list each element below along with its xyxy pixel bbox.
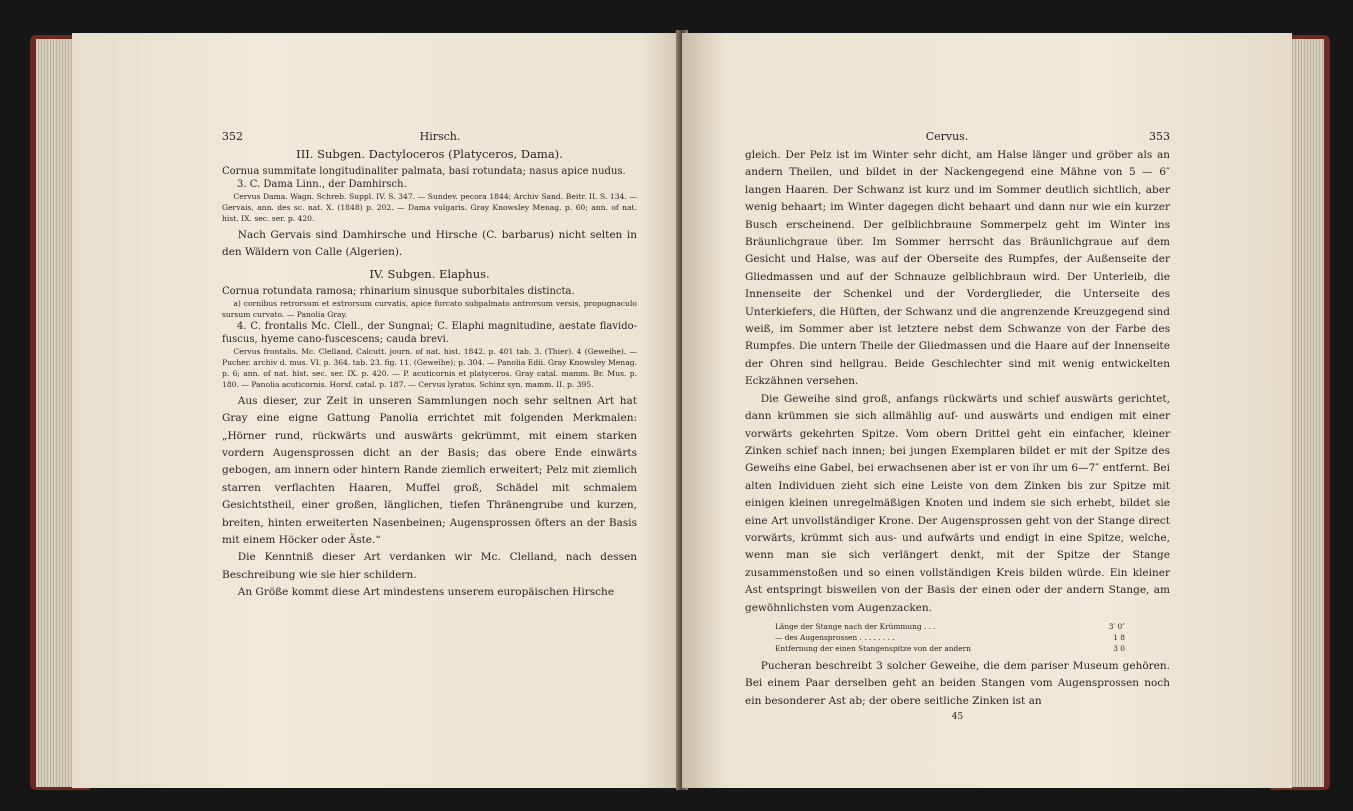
left-page-header: [222, 130, 637, 143]
left-page-number: 352: [222, 130, 243, 143]
species4-title: 4. C. frontalis Mc. Clell., der Sungnai; C. Elaphi magnitudine, aestate flavido-fuscus, hyeme cano-fuscescens; cauda brevi.: [222, 320, 637, 345]
left-page: [72, 33, 692, 788]
right-page: [682, 33, 1292, 788]
right-page-header: [745, 130, 1170, 143]
paragraph-clelland: Die Kenntniß dieser Art verdanken wir Mc. Clelland, nach dessen Beschreibung wie sie hier schildern.: [222, 551, 637, 581]
left-page-content: [222, 130, 637, 602]
measurement-label: Entfernung der einen Stangenspitze von der andern: [775, 643, 971, 653]
paragraph-antlers: Die Geweihe sind groß, anfangs rückwärts und schief auswärts gerichtet, dann krümmen sie sich allmählig auf- und auswärts und endigen mit einer vorwärts gekehrten Spitze. Vom obern Drittel geht ein einfacher, kleiner Zinken schief nach innen; bei jungen Exemplaren bildet er mit der Spitze des Geweihs eine Gabel, bei erwachsenen aber ist er von ihr um 6—7″ entfernt. Bei alten Individuen zieht sich eine Leiste von dem Zinken bis zur Spitze mit einigen kleinen unregelmäßigen Knoten und indem sie sich erhebt, bildet sie eine Art unvollständiger Krone. Der Augensprossen geht von der Stange direct vorwärts, krümmt sich aus- und aufwärts und endigt in eine Spitze, welche, wenn man sie sich verlängert denkt, mit der Spitze der Stange zusammenstoßen und so einen vollständigen Kreis bilden würde. Ein kleiner Ast entspringt bisweilen von der Basis der einen oder der andern Stange, am gewöhnlichsten vom Augenzacken.: [745, 392, 1170, 614]
open-book: [30, 25, 1330, 795]
measurements-table: [775, 621, 1170, 654]
subgenus4-diagnosis: Cornua rotundata ramosa; rhinarium sinusque suborbitales distincta.: [222, 285, 575, 297]
subgenus4-subsection-a: a) cornibus retrorsum et extrorsum curvatis, apice furcato subpalmato antrorsum versis, propugnaculo sursum curvato. — Panolia Gray.: [222, 298, 637, 319]
right-page-number: 353: [1149, 130, 1170, 143]
subgenus3-diagnosis: Cornua summitate longitudinaliter palmata, basi rotundata; nasus apice nudus.: [222, 166, 626, 177]
subgenus4-heading: IV. Subgen. Elaphus.: [369, 266, 490, 281]
paragraph-size: An Größe kommt diese Art mindestens unserem europäischen Hirsche: [237, 586, 615, 599]
left-running-title: Hirsch.: [419, 130, 461, 143]
right-page-content: [745, 130, 1170, 722]
measurement-label: Länge der Stange nach der Krümmung . . .: [775, 621, 936, 631]
paragraph-pelage: gleich. Der Pelz ist im Winter sehr dicht, am Halse länger und gröber als an andern Theilen, und bildet in der Nackengegend eine Mähne von 5 — 6″ langen Haaren. Der Schwanz ist kurz und im Sommer deutlich sichtlich, aber wenig behaart; im Winter dagegen dicht behaart und dann nur wie ein kurzer Busch erscheinend. Der gelblichbraune Sommerpelz geht im Winter ins Bräunlichgraue über. Im Sommer herrscht das Bräunlichgraue auf dem Gesicht und Halse, was auf der Oberseite des Rumpfes, der Außenseite der Gliedmassen und auf der Schnauze gelblichbraun wird. Der Unterleib, die Innenseite der Schenkel und der Vorderglieder, die Unterseite des Unterkiefers, die Hüften, der Schwanz und die angrenzende Kreuzgegend sind weiß, im Sommer aber ist letztere nebst dem Schwanze von der Farbe des Rumpfes. Die untern Theile der Gliedmassen und die Haare auf der Innenseite der Ohren sind hellgrau. Beide Geschlechter sind mit wenig entwickelten Eckzähnen versehen.: [745, 149, 1170, 388]
species3-title: 3. C. Dama Linn., der Damhirsch.: [237, 179, 407, 190]
measurement-value: 3 0: [1113, 643, 1125, 653]
measurement-value: 3′ 0″: [1108, 621, 1125, 631]
paragraph-gervais: Nach Gervais sind Damhirsche und Hirsche (C. barbarus) nicht selten in den Wäldern von Calle (Algerien).: [222, 229, 637, 259]
species3-references: Cervus Dama. Wagn. Schreb. Suppl. IV. S. 347. — Sundev. pecora 1844; Archiv Sand. Beitr. II. S. 134. — Gervais, ann. des sc. nat. X. (1848) p. 202. — Dama vulgaris. Gray Knowsley Menag. p. 60; ann. of nat. hist. IX. sec. ser. p. 420.: [222, 192, 637, 223]
right-running-title: Cervus.: [925, 130, 969, 143]
signature-mark: 45: [951, 712, 964, 723]
measurement-label: — des Augensprossen . . . . . . . .: [775, 632, 895, 642]
species4-references: Cervus frontalis. Mc. Clelland, Calcutt. journ. of nat. hist. 1842. p. 401 tab. 3. (Thier). 4 (Geweihe). — Pucher. archiv d. mus. VI. p. 364. tab. 23. fig. 11. (Geweihe); p. 304. — Panolia Edii. Gray Knowsley Menag. p. 6; ann. of nat. hist. sec. ser. IX. p. 420. — P. acuticornis et platyceros. Gray catal. mamm. Br. Mus. p. 180. — Panolia acuticornis. Horsf. catal. p. 187. — Cervus lyratus. Schinz syn. mamm. II. p. 395.: [222, 346, 637, 389]
subgenus3-heading: III. Subgen. Dactyloceros (Platyceros, Dama).: [296, 147, 563, 161]
paragraph-pucheran: Pucheran beschreibt 3 solcher Geweihe, die dem pariser Museum gehören. Bei einem Paar derselben geht an beiden Stangen vom Augensprossen noch ein besonderer Ast ab; der obere seitliche Zinken ist an: [745, 659, 1170, 707]
measurement-value: 1 8: [1113, 632, 1125, 642]
paragraph-gray: Aus dieser, zur Zeit in unseren Sammlungen noch sehr seltnen Art hat Gray eine eigne Gattung Panolia errichtet mit folgenden Merkmalen: „Hörner rund, rückwärts und auswärts gekrümmt, mit einem starken vordern Augensprossen dicht an der Basis; das obere Ende einwärts gebogen, am innern oder hintern Rande ziemlich erweitert; Pelz mit ziemlich starren verflachten Haaren, Muffel groß, Schädel mit schmalem Gesichtstheil, einer großen, länglichen, tiefen Thränengrube und kurzen, breiten, hinten erweiterten Nasenbeinen; Augensprossen öfters an der Basis mit einem Höcker oder Äste.“: [222, 394, 637, 547]
